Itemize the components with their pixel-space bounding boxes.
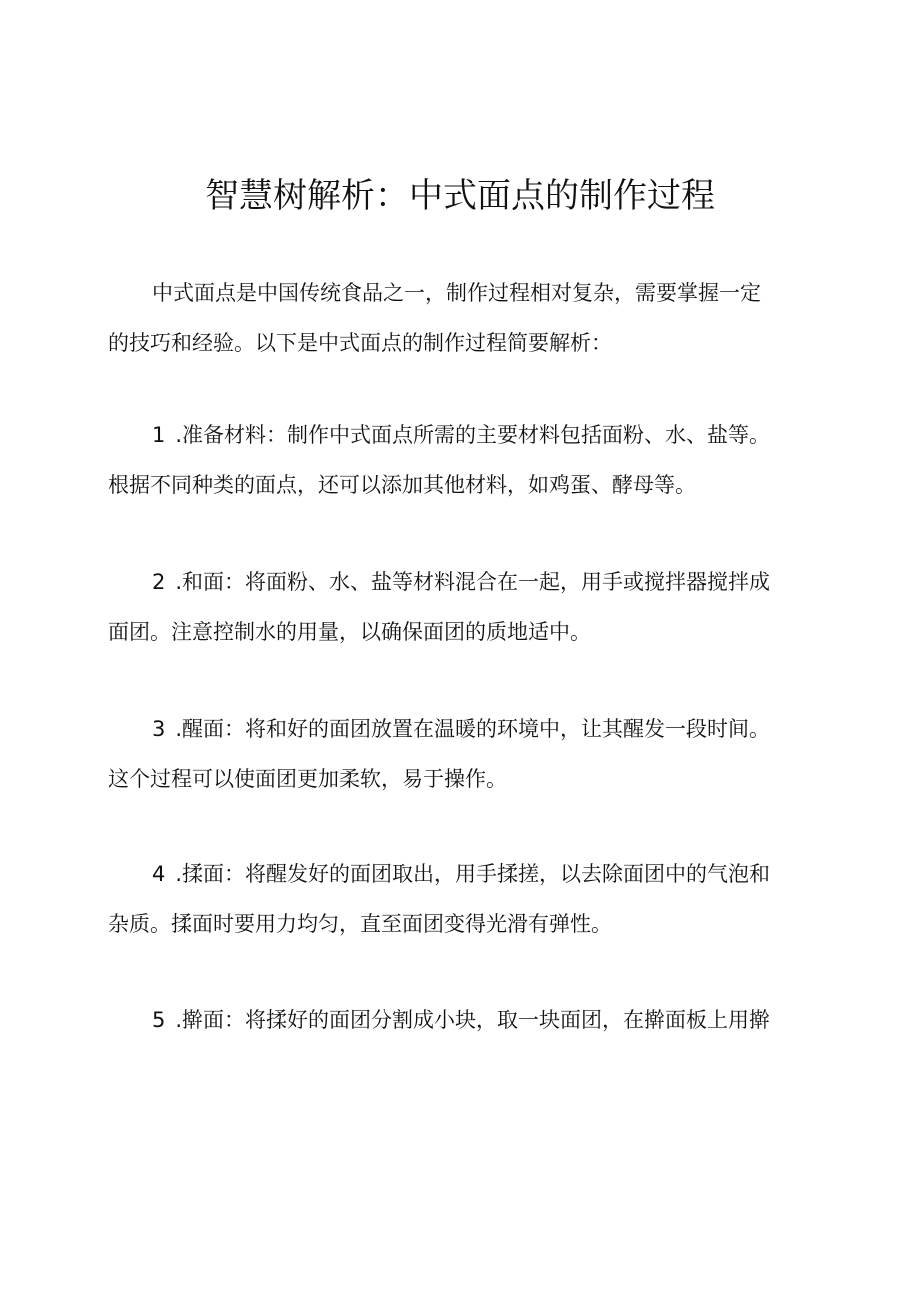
step-4-line-1: .揉面：将醒发好的面团取出，用手揉搓，以去除面团中的气泡和 bbox=[175, 862, 771, 886]
intro-paragraph bbox=[108, 268, 826, 368]
step-paragraph-3 bbox=[108, 704, 826, 804]
step-4-first-line bbox=[108, 849, 826, 899]
step-1-first-line bbox=[108, 410, 826, 460]
step-3-first-line bbox=[108, 704, 826, 754]
step-paragraph-1 bbox=[108, 410, 826, 510]
page-title: 智慧树解析：中式面点的制作过程 bbox=[205, 176, 715, 216]
step-5-first-line bbox=[108, 995, 826, 1045]
step-2-line-1: .和面：将面粉、水、盐等材料混合在一起，用手或搅拌器搅拌成 bbox=[175, 570, 771, 594]
step-5-line-1: .擀面：将揉好的面团分割成小块，取一块面团，在擀面板上用擀 bbox=[175, 1008, 771, 1032]
step-1-line-2: 根据不同种类的面点，还可以添加其他材料，如鸡蛋、酵母等。 bbox=[108, 473, 696, 497]
step-paragraph-5 bbox=[108, 995, 826, 1045]
step-4-line-2: 杂质。揉面时要用力均匀，直至面团变得光滑有弹性。 bbox=[108, 912, 612, 936]
step-1-number: 1 bbox=[152, 423, 166, 447]
step-1-line-1: .准备材料：制作中式面点所需的主要材料包括面粉、水、盐等。 bbox=[175, 423, 771, 447]
step-2-first-line bbox=[108, 557, 826, 607]
step-3-line-2: 这个过程可以使面团更加柔软，易于操作。 bbox=[108, 767, 507, 791]
step-2-line-2: 面团。注意控制水的用量，以确保面团的质地适中。 bbox=[108, 620, 591, 644]
step-3-line-1: .醒面：将和好的面团放置在温暖的环境中，让其醒发一段时间。 bbox=[175, 717, 771, 741]
step-paragraph-2 bbox=[108, 557, 826, 657]
step-paragraph-4 bbox=[108, 849, 826, 949]
step-4-number: 4 bbox=[152, 862, 166, 886]
step-3-number: 3 bbox=[152, 717, 166, 741]
intro-line-1: 中式面点是中国传统食品之一，制作过程相对复杂，需要掌握一定 bbox=[152, 281, 761, 305]
step-2-number: 2 bbox=[152, 570, 166, 594]
step-5-number: 5 bbox=[152, 1008, 166, 1032]
intro-line-2: 的技巧和经验。以下是中式面点的制作过程简要解析： bbox=[108, 331, 612, 355]
